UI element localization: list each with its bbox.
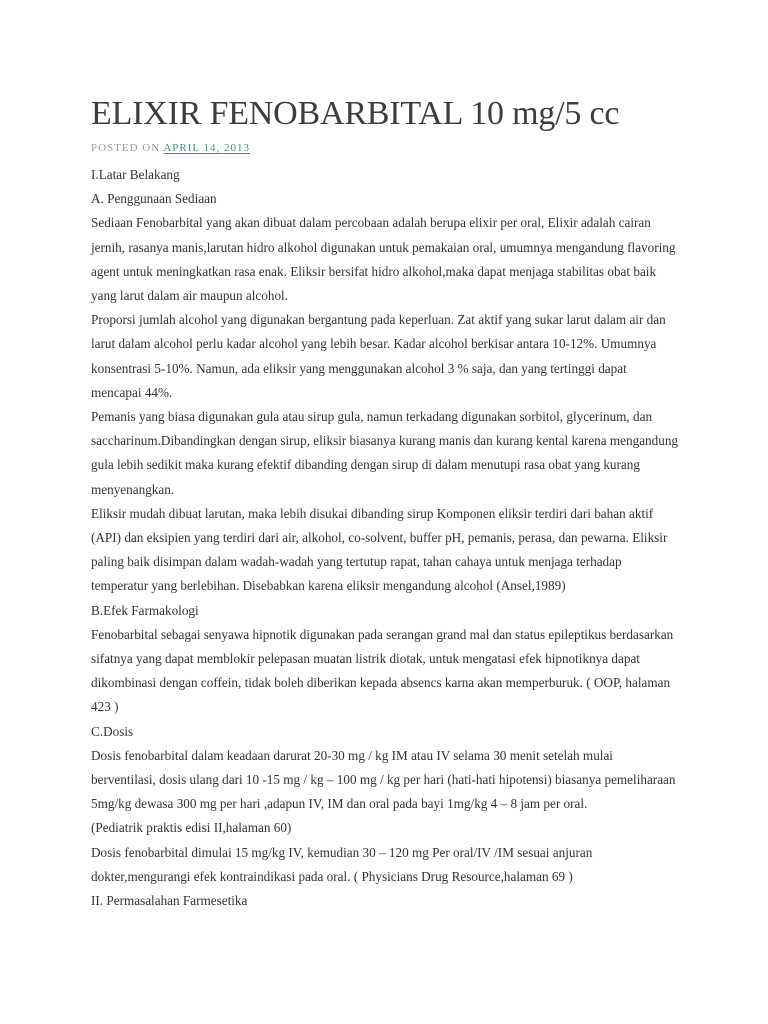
content-line: agent untuk meningkatkan rasa enak. Eliksir bersifat hidro alkohol,maka dapat menjaga stabilitas obat baik bbox=[91, 263, 657, 279]
content-line: Dosis fenobarbital dimulai 15 mg/kg IV, kemudian 30 – 120 mg Per oral/IV /IM sesuai anjuran bbox=[91, 844, 593, 860]
content-line: A. Penggunaan Sediaan bbox=[91, 191, 217, 207]
content-line: (Pediatrik praktis edisi II,halaman 60) bbox=[91, 820, 292, 836]
content-line: I.Latar Belakang bbox=[91, 167, 180, 182]
content-line: Proporsi jumlah alcohol yang digunakan bergantung pada keperluan. Zat aktif yang sukar larut dalam air dan bbox=[91, 312, 666, 328]
content-line: jernih, rasanya manis,larutan hidro alkohol digunakan untuk pemakaian oral, umumnya mengandung flavoring bbox=[91, 239, 676, 255]
content-line: konsentrasi 5-10%. Namun, ada eliksir yang menggunakan alcohol 3 % saja, dan yang tertinggi dapat bbox=[91, 360, 627, 376]
content-line: Eliksir mudah dibuat larutan, maka lebih disukai dibanding sirup Komponen eliksir terdiri dari bahan aktif bbox=[91, 505, 654, 521]
content-line: B.Efek Farmakologi bbox=[91, 602, 199, 618]
content-line: mencapai 44%. bbox=[91, 384, 173, 400]
post-date-link[interactable]: APRIL 14, 2013 bbox=[163, 142, 250, 154]
content-line: C.Dosis bbox=[91, 723, 134, 739]
content-line: yang larut dalam air maupun alcohol. bbox=[91, 288, 289, 304]
content-line: menyenangkan. bbox=[91, 481, 175, 497]
content-line: saccharinum.Dibandingkan dengan sirup, eliksir biasanya kurang manis dan kurang kental karena mengandung bbox=[91, 433, 679, 449]
content-line: Sediaan Fenobarbital yang akan dibuat dalam percobaan adalah berupa elixir per oral, Elixir adalah cairan bbox=[91, 215, 651, 231]
content-line: dokter,mengurangi efek kontraindikasi pada oral. ( Physicians Drug Resource,halaman 69 ) bbox=[91, 868, 573, 884]
content-line: Dosis fenobarbital dalam keadaan darurat 20-30 mg / kg IM atau IV selama 30 menit setelah mulai bbox=[91, 747, 613, 763]
content-line: gula lebih sedikit maka kurang efektif dibanding dengan sirup di dalam menutupi rasa obat yang kurang bbox=[91, 457, 640, 473]
content-line: Pemanis yang biasa digunakan gula atau sirup gula, namun terkadang digunakan sorbitol, glycerinum, dan bbox=[91, 409, 653, 425]
content-line: 423 ) bbox=[91, 699, 119, 715]
content-line: dikombinasi dengan coffein, tidak boleh diberikan kepada absencs karna akan memperburuk. ( OOP, halaman bbox=[91, 675, 671, 691]
content-line: berventilasi, dosis ulang dari 10 -15 mg / kg – 100 mg / kg per hari (hati-hati hipotensi) biasanya pemeliharaan bbox=[91, 772, 676, 788]
content-line: temperatur yang berlebihan. Disebabkan karena eliksir mengandung alcohol (Ansel,1989) bbox=[91, 578, 566, 594]
content-line: sifatnya yang dapat memblokir pelepasan muatan listrik diotak, untuk mengatasi efek hipnotiknya dapat bbox=[91, 651, 640, 667]
content-line: II. Permasalahan Farmesetika bbox=[91, 893, 248, 909]
content-line: 5mg/kg dewasa 300 mg per hari ,adapun IV, IM dan oral pada bayi 1mg/kg 4 – 8 jam per oral. bbox=[91, 796, 588, 812]
post-meta bbox=[91, 140, 681, 156]
post-title: ELIXIR FENOBARBITAL 10 mg/5 cc bbox=[91, 95, 620, 132]
posted-on-label: POSTED ON bbox=[91, 142, 161, 154]
content-line: paling baik disimpan dalam wadah-wadah yang tertutup rapat, tahan cahaya untuk menjaga terhadap bbox=[91, 554, 622, 570]
post-content bbox=[91, 163, 681, 913]
content-line: Fenobarbital sebagai senyawa hipnotik digunakan pada serangan grand mal dan status epileptikus berdasarkan bbox=[91, 626, 674, 642]
content-line: larut dalam alcohol perlu kadar alcohol yang lebih besar. Kadar alcohol berkisar antara 10-12%. Umumnya bbox=[91, 336, 657, 352]
content-line: (API) dan eksipien yang terdiri dari air, alkohol, co-solvent, buffer pH, pemanis, perasa, dan pewarna. Eliksir bbox=[91, 530, 668, 546]
blog-post bbox=[91, 92, 681, 913]
